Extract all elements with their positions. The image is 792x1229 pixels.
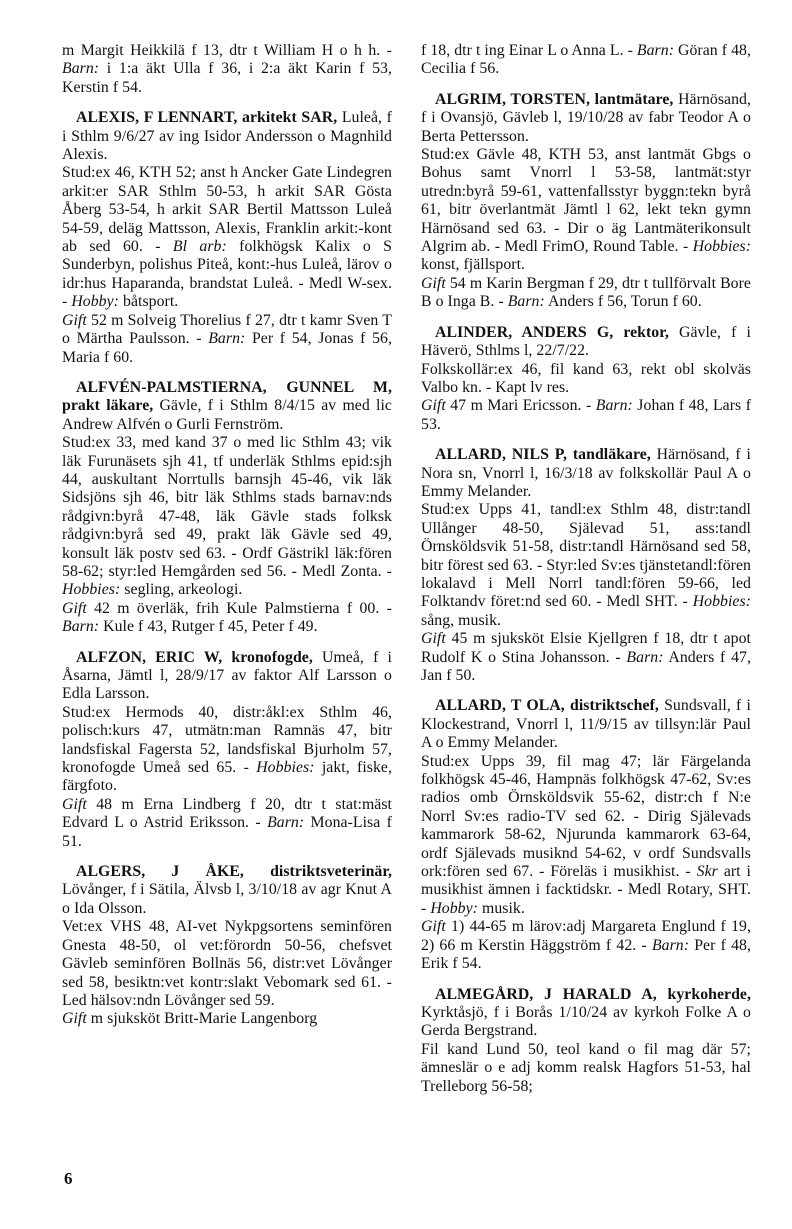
entry <box>62 649 392 851</box>
italic-label: Gift <box>421 274 446 292</box>
entry-paragraph <box>421 361 751 398</box>
entry <box>421 446 751 685</box>
entry-paragraph <box>421 446 751 501</box>
text-segment: Härnösand, f i Nora sn, Vnorrl l, 16/3/18 av folkskollär Paul A o Emmy Melander. <box>421 446 751 500</box>
text-segment: båtsport. <box>119 293 179 311</box>
text-segment: Stud:ex 46, KTH 52; anst h Ancker Gate Lindegren arkit:er SAR Sthlm 50-53, h arkit SAR Gösta Åberg 53-54, h arkit SAR Bertil Mattsson Luleå 54-59, deläg Mattsson, Alexis, Franklin arkit:-kont ab sed 60. - <box>62 164 392 256</box>
italic-label: Hobbies: <box>692 593 751 611</box>
entry-paragraph <box>62 312 392 367</box>
text-segment: 48 m Erna Lindberg f 20, dtr t stat:mäst Edvard L o Astrid Eriksson. - <box>62 795 392 832</box>
text-segment: Per f 48, Erik f 54. <box>421 936 751 973</box>
entry-paragraph <box>421 986 751 1041</box>
text-segment: segling, arkeologi. <box>120 581 243 599</box>
entry-heading: ALLARD, T OLA, distriktschef, <box>435 697 659 715</box>
entry-paragraph <box>62 649 392 704</box>
entry <box>421 697 751 973</box>
entry-paragraph <box>62 42 392 97</box>
page-number: 6 <box>64 1169 73 1188</box>
entry-paragraph <box>421 91 751 146</box>
text-segment: Mona-Lisa f 51. <box>62 814 392 850</box>
entry-paragraph <box>62 109 392 164</box>
entry-paragraph <box>62 918 392 1010</box>
italic-label: Gift <box>62 1010 87 1028</box>
entry-paragraph <box>62 600 392 637</box>
text-segment: Vet:ex VHS 48, AI-vet Nykpgsortens seminfören Gnesta 48-50, ol vet:förordn 50-56, chefsvet Gävleb seminfören Bollnäs 56, distr:vet Lövånger sed 58, besiktn:vet kontr:slakt Vebomark sed 61. - Led hälsov:ndn Lövånger sed 59. <box>62 918 392 1009</box>
entry-heading: ALFZON, ERIC W, kronofogde, <box>76 648 313 666</box>
text-segment: konst, fjällsport. <box>421 256 526 274</box>
entry-heading: ALMEGÅRD, J HARALD A, kyrkoherde, <box>435 985 751 1003</box>
text-segment: Lövånger, f i Sätila, Älvsb l, 3/10/18 av agr Knut A o Ida Olsson. <box>62 881 392 917</box>
italic-label: Gift <box>421 918 446 936</box>
text-segment: Stud:ex Upps 39, fil mag 47; lär Färgelanda folkhögsk 45-46, Hampnäs folkhögsk 47-62, Sv:es radios omb Örnsköldsvik 55-62, distr:ch f N:e Norrl Sv:es radio-TV sed 62. - Dirig Själevads kammarork 58-62, Njurunda kammarork 63-64, ordf Själevads musiknd 54-62, v ordf Sundsvalls ork:fören sed 67. - Föreläs i musikhist. - <box>421 752 751 881</box>
entry-paragraph <box>62 164 392 311</box>
entry-heading: ALEXIS, F LENNART, arkitekt SAR, <box>76 109 338 127</box>
entry-heading: ALINDER, ANDERS G, rektor, <box>435 323 669 341</box>
italic-label: Barn: <box>507 293 545 311</box>
text-segment: Kyrktåsjö, f i Borås 1/10/24 av kyrkoh Folke A o Gerda Bergstrand. <box>421 1003 751 1040</box>
text-segment: Stud:ex Hermods 40, distr:åkl:ex Sthlm 46, polisch:kurs 47, utmätn:man Ramnäs 47, bitr landsfiskal Fagersta 52, landsfiskal Bjurholm 57, kronofogde Umeå sed 65. - <box>62 703 392 777</box>
text-segment: Folkskollär:ex 46, fil kand 63, rekt obl skolväs Valbo kn. - Kapt lv res. <box>421 360 751 396</box>
italic-label: Barn: <box>626 648 664 666</box>
italic-label: Gift <box>421 630 446 648</box>
entry-heading: ALGRIM, TORSTEN, lantmätare, <box>435 90 674 108</box>
italic-label: Barn: <box>208 330 246 348</box>
text-segment: 1) 44-65 m lärov:adj Margareta Englund f 19, 2) 66 m Kerstin Häggström f 42. - <box>421 918 751 954</box>
text-segment: Gävle, f i Sthlm 8/4/15 av med lic Andrew Alfvén o Gurli Fernström. <box>62 397 392 433</box>
entry-paragraph <box>421 630 751 685</box>
italic-label: Barn: <box>62 60 100 78</box>
italic-label: Gift <box>62 311 87 329</box>
text-segment: 42 m överläk, frih Kule Palmstierna f 00. - <box>86 599 392 617</box>
text-segment: 47 m Mari Ericsson. - <box>445 397 596 415</box>
italic-label: Barn: <box>651 936 690 954</box>
text-segment: Anders f 47, Jan f 50. <box>421 648 751 684</box>
italic-label: Barn: <box>267 814 305 832</box>
text-segment: Anders f 56, Torun f 60. <box>544 293 702 311</box>
text-segment: 52 m Solveig Thorelius f 27, dtr t kamr Sven T o Märtha Paulsson. - <box>62 311 392 348</box>
italic-label: Gift <box>62 795 87 813</box>
italic-label: Hobby: <box>71 293 119 311</box>
text-segment: f 18, dtr t ing Einar L o Anna L. - <box>421 42 637 59</box>
text-segment: sång, musik. <box>421 611 502 629</box>
italic-label: Barn: <box>62 618 100 636</box>
italic-label: Bl arb: <box>172 238 227 256</box>
text-segment: Göran f 48, Cecilia f 56. <box>421 42 751 78</box>
italic-label: Hobbies: <box>62 581 121 599</box>
entry <box>62 863 392 1029</box>
entry-paragraph <box>421 42 751 79</box>
entry-paragraph <box>421 918 751 973</box>
entry-heading: ALFVÉN-PALMSTIERNA, GUNNEL M, prakt läkare, <box>62 378 392 415</box>
text-segment: Kule f 43, Rutger f 45, Peter f 49. <box>99 618 318 636</box>
italic-label: Skr <box>696 863 718 881</box>
entry-paragraph <box>421 146 751 275</box>
entry-paragraph <box>62 379 392 434</box>
entry <box>421 42 751 79</box>
entry-heading: ALGERS, J ÅKE, distriktsveterinär, <box>76 863 392 881</box>
text-segment: 45 m sjuksköt Elsie Kjellgren f 18, dtr t apot Rudolf K o Stina Johansson. - <box>421 630 751 666</box>
entry-paragraph <box>421 324 751 361</box>
entry-paragraph <box>421 753 751 919</box>
text-segment: Stud:ex Upps 41, tandl:ex Sthlm 48, distr:tandl Ullånger 48-50, Själevad 51, ass:tandl Örnsköldsvik 51-58, distr:tandl Härnösand sed 58, bitr förest sed 63. - Styr:led Sv:es tjänstetandl:fören lokalavd i Mell Norrl tandl:fören 59-66, led Folktandv föret:nd sed 60. - Medl SHT. - <box>421 501 751 611</box>
entry-paragraph <box>62 434 392 600</box>
text-segment: Stud:ex Gävle 48, KTH 53, anst lantmät Gbgs o Bohus samt Vnorrl l 53-58, lantmät:styr utredn:byrå 59-61, vattenfallsstyr byggn:tekn byrå 61, bitr överlantmät Jämtl l 62, lekt tekn gymn Härnösand sed 63. - Dir o äg Lantmäterikonsult Algrim ab. - Medl FrimO, Round Table. - <box>421 146 751 256</box>
entry <box>62 109 392 367</box>
entry-paragraph <box>62 796 392 851</box>
entry <box>421 324 751 434</box>
italic-label: Gift <box>421 397 446 415</box>
text-segment: Luleå, f i Sthlm 9/6/27 av ing Isidor Andersson o Magnhild Alexis. <box>62 109 392 164</box>
italic-label: Barn: <box>595 397 633 415</box>
entry <box>421 986 751 1096</box>
italic-label: Gift <box>62 599 87 617</box>
text-segment: Gävle, f i Häverö, Sthlms l, 22/7/22. <box>421 323 751 360</box>
italic-label: Barn: <box>636 42 675 59</box>
text-segment: Per f 54, Jonas f 56, Maria f 60. <box>62 330 392 366</box>
entry-paragraph <box>421 397 751 434</box>
entry-paragraph <box>62 1010 392 1028</box>
italic-label: Hobby: <box>430 899 478 917</box>
text-segment: m Margit Heikkilä f 13, dtr t William H o h h. - <box>62 42 392 59</box>
entry <box>62 379 392 637</box>
italic-label: Hobbies: <box>256 759 315 777</box>
text-segment: Umeå, f i Åsarna, Jämtl l, 28/9/17 av faktor Alf Larsson o Edla Larsson. <box>62 648 392 703</box>
text-segment: jakt, fiske, färgfoto. <box>62 759 392 795</box>
text-segment: Stud:ex 33, med kand 37 o med lic Sthlm 43; vik läk Furunäsets sjh 41, tf underläk Sthlms epid:sjh 44, auskultant Norrtulls barnsjh 45-46, vik läk Sidsjöns sjh 46, bitr läk Sthlms stads barnav:nds rådgivn:byrå 47-48, läk Gävle stads folksk rådgivn:byrå sed 49, prakt läk Gävle sed 49, konsult läk postv sed 63. - Ordf Gästrikl läk:fören 58-62; styr:led Hemgården sed 56. - Medl Zonta. - <box>62 434 392 580</box>
entry <box>421 91 751 312</box>
right-column <box>421 42 751 1108</box>
left-column <box>62 42 392 1041</box>
entry <box>62 42 392 97</box>
text-segment: 54 m Karin Bergman f 29, dtr t tullförvalt Bore B o Inga B. - <box>421 274 751 311</box>
italic-label: Hobbies: <box>692 238 751 256</box>
text-segment: folkhögsk Kalix o S Sunderbyn, polishus Piteå, kont:-hus Luleå, lärov o idr:hus Haparanda, brandstat Luleå. - Medl W-sex. - <box>62 238 392 311</box>
entry-paragraph <box>421 1041 751 1096</box>
text-segment: Sundsvall, f i Klockestrand, Vnorrl l, 11/9/15 av tillsyn:lär Paul A o Emmy Melander. <box>421 697 751 752</box>
text-segment: m sjuksköt Britt-Marie Langenborg <box>86 1010 318 1028</box>
entry-paragraph <box>421 275 751 312</box>
entry-paragraph <box>62 704 392 796</box>
text-segment: Härnösand, f i Ovansjö, Gävleb l, 19/10/28 av fabr Teodor A o Berta Pettersson. <box>421 90 751 145</box>
entry-heading: ALLARD, NILS P, tandläkare, <box>435 446 651 464</box>
entry-paragraph <box>62 863 392 918</box>
text-segment: musik. <box>478 899 525 917</box>
entry-paragraph <box>421 697 751 752</box>
text-segment: art i musikhist ämnen i facktidskr. - Medl Rotary, SHT. - <box>421 863 752 917</box>
text-segment: Fil kand Lund 50, teol kand o fil mag där 57; ämneslär o e adj komm realsk Hagfors 51-53, hal Trelleborg 56-58; <box>421 1040 751 1095</box>
entry-paragraph <box>421 501 751 630</box>
text-segment: i 1:a äkt Ulla f 36, i 2:a äkt Karin f 53, Kerstin f 54. <box>62 60 392 96</box>
text-segment: Johan f 48, Lars f 53. <box>421 397 752 433</box>
